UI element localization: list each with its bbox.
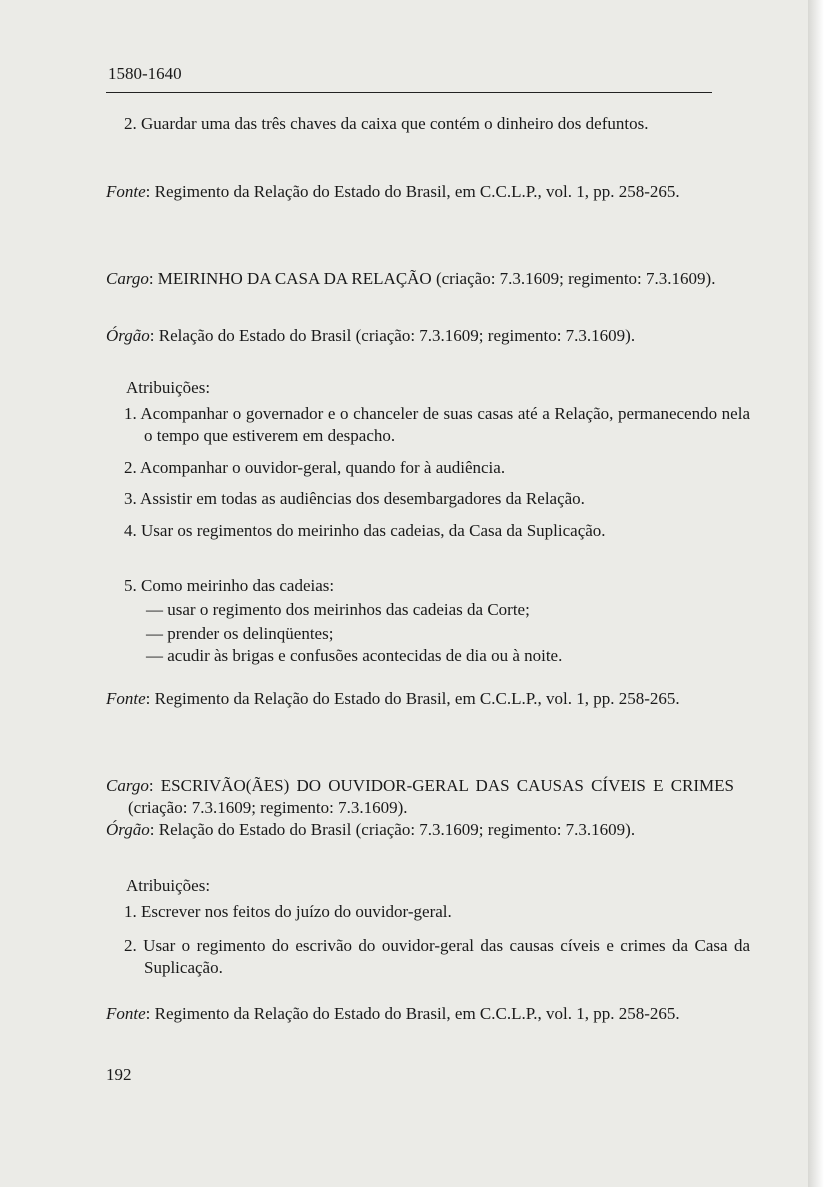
escrivao-orgao	[106, 819, 734, 841]
escrivao-cargo	[106, 775, 734, 819]
cargo-label: Cargo	[106, 776, 149, 795]
source-text: : Regimento da Relação do Estado do Brasil, em C.C.L.P., vol. 1, pp. 258-265.	[145, 182, 680, 201]
meirinho-subitem-1: — usar o regimento dos meirinhos das cadeias da Corte;	[146, 600, 530, 619]
source-label: Fonte	[106, 182, 146, 201]
running-header: 1580-1640	[108, 64, 182, 83]
meirinho-item-1: 1. Acompanhar o governador e o chanceler de suas casas até a Relação, permanecendo nela o tempo que estiverem em despacho.	[124, 404, 750, 445]
orgao-text: : Relação do Estado do Brasil (criação: 7.3.1609; regimento: 7.3.1609).	[149, 326, 636, 345]
meirinho-item-5: 5. Como meirinho das cadeias:	[124, 576, 335, 595]
page-edge-shadow	[808, 0, 824, 1187]
meirinho-item-4: 4. Usar os regimentos do meirinho das cadeias, da Casa da Suplicação.	[124, 521, 606, 540]
orgao-text: : Relação do Estado do Brasil (criação: 7.3.1609; regimento: 7.3.1609).	[149, 820, 636, 839]
cargo-label: Cargo	[106, 269, 149, 288]
page-number: 192	[106, 1065, 132, 1084]
escrivao-item-2: 2. Usar o regimento do escrivão do ouvidor-geral das causas cíveis e crimes da Casa da Suplicação.	[124, 936, 750, 977]
meirinho-subitem-3: — acudir às brigas e confusões acontecidas de dia ou à noite.	[146, 646, 563, 665]
meirinho-source	[106, 688, 734, 710]
source-label: Fonte	[106, 689, 146, 708]
orgao-label: Órgão	[106, 820, 150, 839]
cargo-text: : ESCRIVÃO(ÃES) DO OUVIDOR-GERAL DAS CAUSAS CÍVEIS E CRIMES (criação: 7.3.1609; regimento: 7.3.1609).	[128, 776, 734, 817]
source-label: Fonte	[106, 1004, 146, 1023]
meirinho-subitem-2: — prender os delinqüentes;	[146, 624, 334, 643]
source-text: : Regimento da Relação do Estado do Brasil, em C.C.L.P., vol. 1, pp. 258-265.	[145, 1004, 680, 1023]
header-rule	[106, 92, 712, 93]
meirinho-atribuicoes-heading: Atribuições:	[126, 378, 211, 397]
cargo-text: : MEIRINHO DA CASA DA RELAÇÃO (criação: 7.3.1609; regimento: 7.3.1609).	[148, 269, 716, 288]
intro-item-2: 2. Guardar uma das três chaves da caixa que contém o dinheiro dos defuntos.	[124, 114, 649, 133]
escrivao-item-1: 1. Escrever nos feitos do juízo do ouvidor-geral.	[124, 902, 452, 921]
intro-source	[106, 181, 734, 203]
meirinho-orgao	[106, 325, 734, 347]
meirinho-item-3: 3. Assistir em todas as audiências dos desembargadores da Relação.	[124, 489, 585, 508]
escrivao-source	[106, 1003, 734, 1025]
escrivao-atribuicoes-heading: Atribuições:	[126, 876, 211, 895]
source-text: : Regimento da Relação do Estado do Brasil, em C.C.L.P., vol. 1, pp. 258-265.	[145, 689, 680, 708]
orgao-label: Órgão	[106, 326, 150, 345]
meirinho-item-2: 2. Acompanhar o ouvidor-geral, quando for à audiência.	[124, 458, 506, 477]
meirinho-cargo	[106, 268, 734, 290]
